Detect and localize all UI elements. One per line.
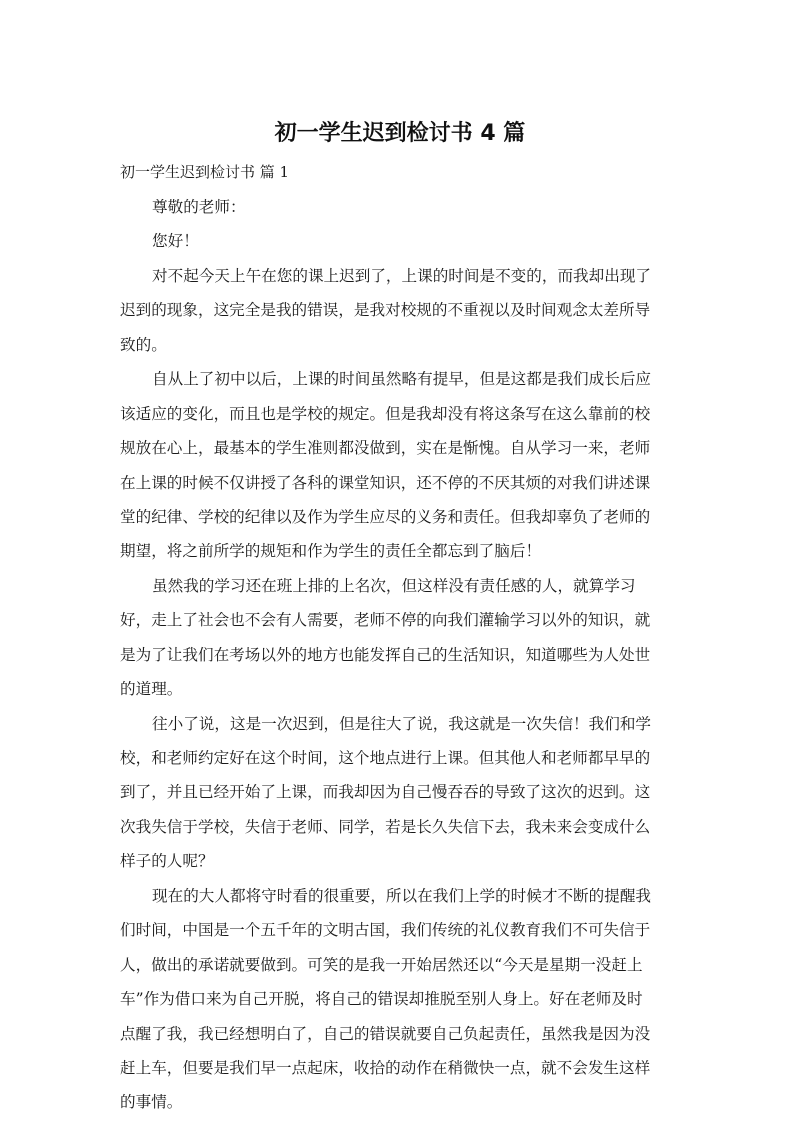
paragraph-line: 迟到的现象，这完全是我的错误，是我对校规的不重视以及时间观念太差所导 <box>120 301 651 320</box>
paragraph-line: 到了，并且已经开始了上课，而我却因为自己慢吞吞的导致了这次的迟到。这 <box>120 783 651 802</box>
paragraph-line: 尊敬的老师： <box>152 198 246 216</box>
paragraph-line: 点醒了我，我已经想明白了，自己的错误就要自己负起责任，虽然我是因为没 <box>120 1024 651 1043</box>
paragraph-line: 堂的纪律、学校的纪律以及作为学生应尽的义务和责任。但我却辜负了老师的 <box>120 507 651 526</box>
paragraph-line: 规放在心上，最基本的学生准则都没做到，实在是惭愧。自从学习一来，老师 <box>120 439 651 458</box>
paragraph-line: 致的。 <box>120 335 167 354</box>
paragraph-line: 期望，将之前所学的规矩和作为学生的责任全都忘到了脑后！ <box>120 542 542 561</box>
paragraph <box>120 229 680 263</box>
paragraph-line: 赶上车，但要是我们早一点起床，收拾的动作在稍微快一点，就不会发生这样 <box>120 1058 651 1077</box>
paragraph-line: 校，和老师约定好在这个时间，这个地点进行上课。但其他人和老师都早早的 <box>120 749 651 767</box>
paragraph-line: 车”作为借口来为自己开脱，将自己的错误却推脱至别人身上。好在老师及时 <box>120 990 643 1009</box>
document-body <box>120 195 680 1125</box>
paragraph-line: 是为了让我们在考场以外的地方也能发挥自己的生活知识，知道哪些为人处世 <box>120 645 651 664</box>
paragraph <box>120 264 680 367</box>
paragraph-line: 样子的人呢？ <box>120 852 214 871</box>
section-heading: 初一学生迟到检讨书 篇 1 <box>120 163 290 181</box>
paragraph-line: 您好！ <box>152 232 199 251</box>
paragraph <box>120 712 680 884</box>
paragraph-line: 在上课的时候不仅讲授了各科的课堂知识，还不停的不厌其烦的对我们讲述课 <box>120 473 651 492</box>
paragraph-line: 虽然我的学习还在班上排的上名次，但这样没有责任感的人，就算学习 <box>152 576 636 595</box>
paragraph-line: 好，走上了社会也不会有人需要，老师不停的向我们灌输学习以外的知识，就 <box>120 611 651 630</box>
paragraph-line: 们时间，中国是一个五千年的文明古国，我们传统的礼仪教育我们不可失信于 <box>120 921 651 940</box>
paragraph-line: 次我失信于学校，失信于老师、同学，若是长久失信下去，我未来会变成什么 <box>120 817 651 836</box>
paragraph-line: 往小了说，这是一次迟到，但是往大了说，我这就是一次失信！我们和学 <box>152 714 652 733</box>
paragraph-line: 对不起今天上午在您的课上迟到了，上课的时间是不变的，而我却出现了 <box>152 266 652 285</box>
paragraph <box>120 884 680 1125</box>
paragraph-line: 的道理。 <box>120 680 183 699</box>
paragraph <box>120 367 680 574</box>
paragraph-line: 人，做出的承诺就要做到。可笑的是我一开始居然还以“今天是星期一没赶上 <box>120 955 643 974</box>
paragraph-line: 该适应的变化，而且也是学校的规定。但是我却没有将这条写在这么靠前的校 <box>120 404 651 423</box>
paragraph <box>120 574 680 712</box>
paragraph-line: 的事情。 <box>120 1093 183 1112</box>
document-title: 初一学生迟到检讨书 4 篇 <box>274 121 526 146</box>
paragraph-line: 自从上了初中以后，上课的时间虽然略有提早，但是这都是我们成长后应 <box>152 370 652 389</box>
paragraph-line: 现在的大人都将守时看的很重要，所以在我们上学的时候才不断的提醒我 <box>152 886 652 905</box>
paragraph <box>120 195 680 229</box>
